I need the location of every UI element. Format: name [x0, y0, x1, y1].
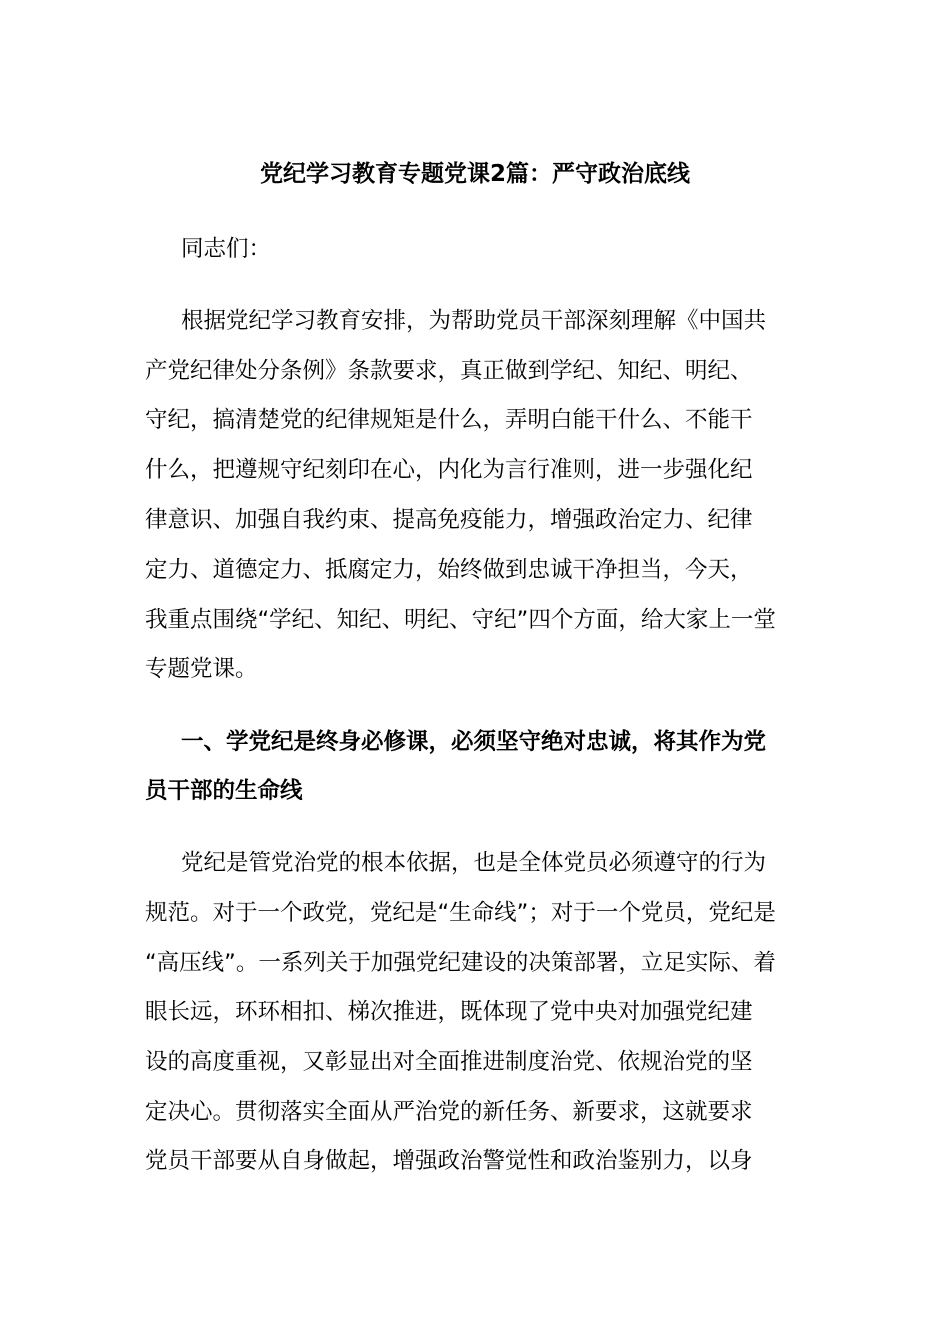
body-line: 党员干部要从自身做起，增强政治警觉性和政治鉴别力，以身	[145, 1148, 753, 1174]
section-heading-line: 员干部的生命线	[145, 778, 303, 804]
greeting: 同志们：	[181, 236, 272, 262]
intro-line: 守纪，搞清楚党的纪律规矩是什么，弄明白能干什么、不能干	[145, 407, 753, 433]
body-line: “高压线”。一系列关于加强党纪建设的决策部署，立足实际、着	[145, 950, 776, 976]
intro-line: 根据党纪学习教育安排，为帮助党员干部深刻理解《中国共	[181, 308, 767, 334]
intro-line: 产党纪律处分条例》条款要求，真正做到学纪、知纪、明纪、	[145, 358, 753, 384]
section-heading-line: 一、学党纪是终身必修课，必须坚守绝对忠诚，将其作为党	[181, 729, 767, 755]
intro-line: 什么，把遵规守纪刻印在心，内化为言行准则，进一步强化纪	[145, 457, 753, 483]
body-line: 规范。对于一个政党，党纪是“生命线”；对于一个党员，党纪是	[145, 900, 776, 926]
intro-line: 专题党课。	[145, 656, 258, 682]
body-line: 设的高度重视，又彰显出对全面推进制度治党、依规治党的坚	[145, 1049, 753, 1075]
body-line: 党纪是管党治党的根本依据，也是全体党员必须遵守的行为	[181, 850, 767, 876]
body-line: 定决心。贯彻落实全面从严治党的新任务、新要求，这就要求	[145, 1099, 753, 1125]
document-title: 党纪学习教育专题党课2篇：严守政治底线	[259, 161, 690, 187]
intro-line: 我重点围绕“学纪、知纪、明纪、守纪”四个方面，给大家上一堂	[145, 607, 776, 633]
body-line: 眼长远，环环相扣、梯次推进，既体现了党中央对加强党纪建	[145, 999, 753, 1025]
intro-line: 定力、道德定力、抵腐定力，始终做到忠诚干净担当，今天，	[145, 557, 753, 583]
intro-line: 律意识、加强自我约束、提高免疫能力，增强政治定力、纪律	[145, 507, 753, 533]
